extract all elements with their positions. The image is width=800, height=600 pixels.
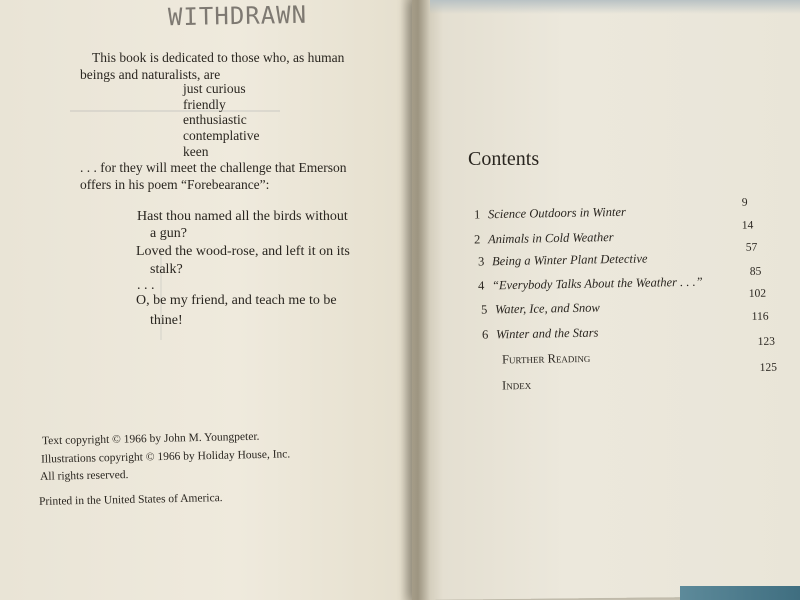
- toc-number: 3: [477, 254, 485, 269]
- poem-line: thine!: [150, 313, 183, 328]
- toc-page: 125: [759, 361, 778, 374]
- page-top-shadow: [430, 0, 800, 14]
- toc-title: Index: [501, 377, 532, 393]
- dedication-quality: contemplative: [183, 128, 260, 143]
- toc-page: 116: [751, 310, 769, 323]
- contents-heading: Contents: [468, 148, 540, 170]
- dedication-line: This book is dedicated to those who, as human: [92, 50, 345, 65]
- toc-page: 123: [757, 335, 776, 348]
- toc-title: “Everybody Talks About the Weather . . .”: [491, 274, 703, 293]
- dedication-quality: enthusiastic: [183, 112, 247, 127]
- dedication-line: beings and naturalists, are: [80, 67, 221, 82]
- book-gutter: [400, 0, 430, 600]
- toc-title: Being a Winter Plant Detective: [491, 251, 648, 269]
- dedication-quality: keen: [183, 144, 209, 159]
- toc-page: 9: [741, 196, 748, 209]
- toc-page: 85: [749, 265, 762, 278]
- dedication-quality: friendly: [183, 97, 226, 112]
- toc-title: Animals in Cold Weather: [487, 230, 614, 247]
- book-cover-edge: [680, 586, 800, 600]
- toc-title: Science Outdoors in Winter: [487, 204, 626, 222]
- poem-line: a gun?: [150, 226, 187, 241]
- toc-title: Winter and the Stars: [495, 325, 599, 342]
- copyright-line: Text copyright © 1966 by John M. Youngpeter.: [41, 430, 260, 448]
- poem-line: O, be my friend, and teach me to be: [136, 293, 337, 308]
- copyright-line: Illustrations copyright © 1966 by Holiday House, Inc.: [40, 448, 291, 466]
- poem-line: Hast thou named all the birds without: [137, 209, 348, 224]
- toc-page: 102: [748, 287, 767, 300]
- toc-number: 2: [473, 232, 481, 247]
- toc-page: 57: [745, 241, 758, 254]
- dedication-line: offers in his poem “Forebearance”:: [80, 177, 270, 192]
- toc-number: 4: [477, 278, 485, 293]
- withdrawn-stamp: WITHDRAWN: [167, 0, 308, 32]
- poem-ellipsis: . . .: [137, 278, 155, 293]
- poem-line: Loved the wood-rose, and left it on its: [136, 244, 350, 259]
- toc-title: Further Reading: [501, 350, 591, 367]
- toc-page: 14: [741, 219, 754, 232]
- toc-number: 1: [473, 207, 481, 222]
- toc-number: 6: [481, 327, 489, 342]
- copyright-line: All rights reserved.: [39, 469, 129, 483]
- dedication-quality: just curious: [183, 81, 246, 96]
- dedication-line: . . . for they will meet the challenge that Emerson: [80, 160, 347, 175]
- poem-line: stalk?: [150, 262, 183, 277]
- toc-title: Water, Ice, and Snow: [494, 300, 600, 317]
- copyright-line: Printed in the United States of America.: [38, 492, 223, 508]
- toc-number: 5: [480, 302, 488, 317]
